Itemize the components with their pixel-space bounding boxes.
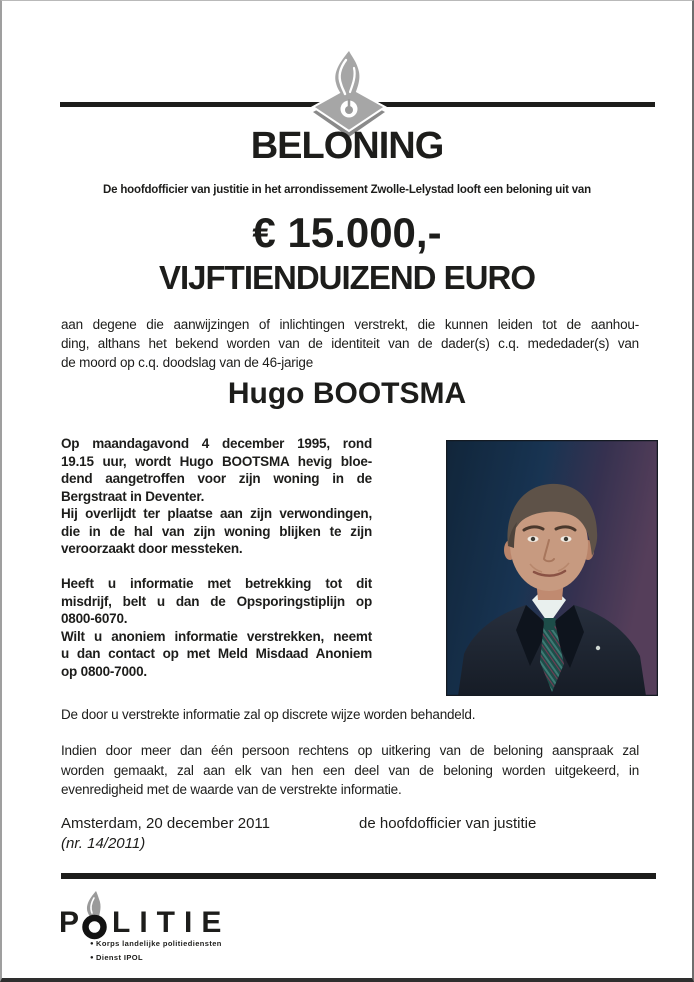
bullet-icon: ● [90,955,95,961]
intro-line: aan degene die aanwijzingen of inlichtingen verstrekt, die kunnen leiden tot de aanhou- [61,317,639,332]
tip-line: op 0800-7000. [61,663,147,679]
org-name: Korps landelijke politiediensten [96,939,222,948]
payout-line: worden gemaakt, zal aan elk van hen een deel van de beloning worden uitgekeerd, in [61,762,639,778]
org-name: Dienst IPOL [96,953,143,962]
footer-divider-bar [61,873,656,879]
reward-amount: € 15.000,- [252,209,442,256]
politie-wordmark [59,885,231,940]
org-line [90,939,222,948]
case-line: Op maandagavond 4 december 1995, rond [61,436,372,451]
case-line: Hij overlijdt ter plaatse aan zijn verwondingen, [61,506,372,521]
discretion-note: De door u verstrekte informatie zal op discrete wijze worden behandeld. [61,707,476,722]
intro-line: de moord op c.q. doodslag van de 46-jarige [61,355,314,370]
payout-line: Indien door meer dan één persoon rechtens op uitkering van de beloning aanspraak zal [61,743,639,758]
payout-paragraph [61,741,639,800]
tip-line: 0800-6070. [61,611,128,626]
politie-letters-rest: LITIE [112,906,231,940]
paragraph-gap [61,558,372,576]
case-number: (nr. 14/2011) [61,835,146,852]
politie-letter-p: P [59,906,80,940]
signer: de hoofdofficier van justitie [359,815,537,832]
intro-line: ding, althans het bekend worden van de identiteit van de dader(s) c.q. mededader(s) van [61,336,639,351]
police-flame-ring-emblem-icon [81,890,108,940]
case-line: veroorzaakt door messteken. [61,541,243,556]
tip-line: misdrijf, belt u dan de Opsporingstiplijn op [61,593,372,609]
victim-portrait-photo [446,440,658,696]
case-line: Bergstraat in Deventer. [61,488,205,504]
footer-org-block [90,939,222,967]
poster-subtitle: De hoofdofficier van justitie in het arrondissement Zwolle-Lelystad looft een beloning uit van [103,184,591,196]
tip-line: u dan contact op met Meld Misdaad Anoniem [61,646,372,661]
poster-title: BELONING [250,125,444,167]
tip-line: Wilt u anoniem informatie verstrekken, neemt [61,628,372,644]
reward-amount-words: VIJFTIENDUIZEND EURO [158,259,536,296]
case-details-column [61,435,372,680]
case-line: die in de hal van zijn woning blijken te zijn [61,523,372,539]
case-line: dend aangetroffen voor zijn woning in de [61,471,372,486]
case-line: 19.15 uur, wordt Hugo BOOTSMA hevig bloe- [61,453,372,469]
bullet-icon: ● [90,941,95,947]
date-place: Amsterdam, 20 december 2011 [61,815,270,832]
victim-name-heading: Hugo BOOTSMA [227,377,467,410]
date-signature-row [61,815,639,832]
org-line [90,953,222,962]
tip-line: Heeft u informatie met betrekking tot dit [61,576,372,591]
intro-paragraph [61,315,639,372]
payout-line: evenredigheid met de waarde van de verstrekte informatie. [61,782,402,797]
